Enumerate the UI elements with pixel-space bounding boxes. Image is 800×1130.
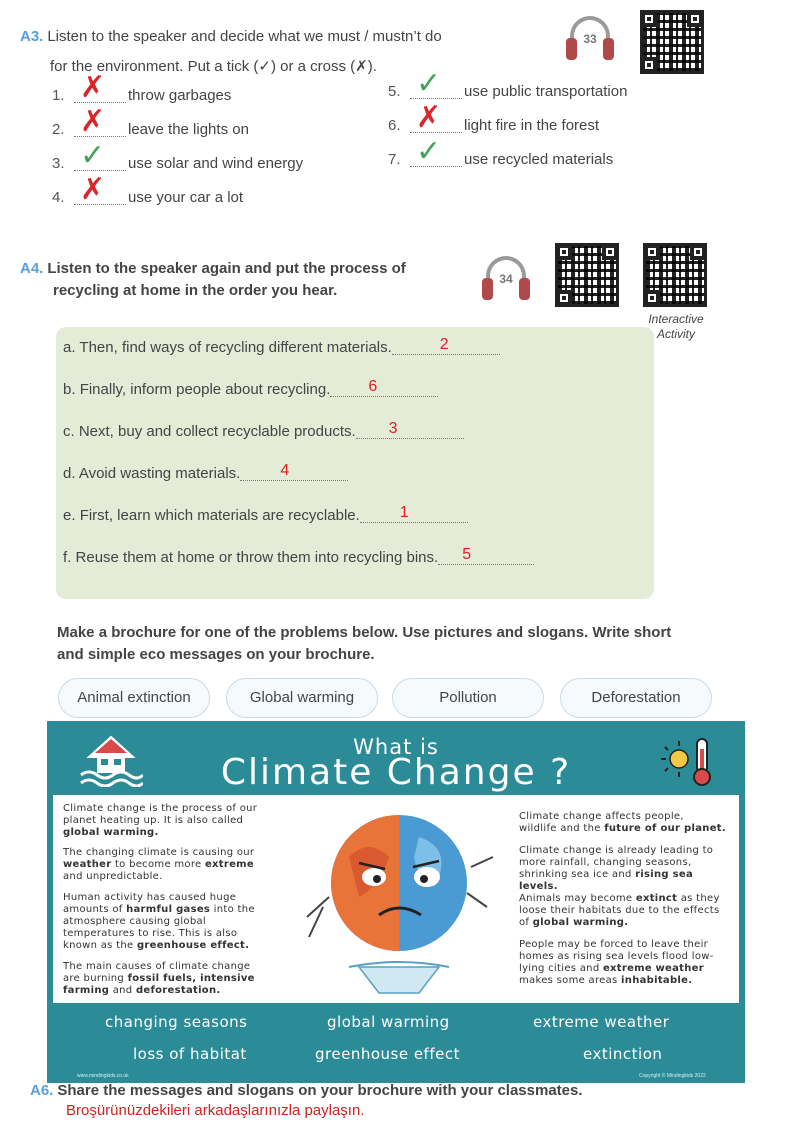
sun-thermometer-icon — [657, 735, 717, 789]
a3-item-6: 6. ✗ light fire in the forest — [388, 100, 600, 136]
a3-instruction-line-1: Listen to the speaker and decide what we must / mustn’t do — [47, 28, 442, 45]
sequence-item-c: c. Next, buy and collect recyclable products. 3 — [63, 420, 464, 444]
a3-item-1: 1. ✗ throw garbages — [52, 70, 232, 106]
a5-instruction-line-2: and simple eco messages on your brochure. — [57, 646, 375, 663]
option-deforestation[interactable]: Deforestation — [560, 678, 712, 718]
poster-left-block-1: Climate change is the process of our planet heating up. It is also called global warming. — [63, 803, 258, 838]
a5-instructions — [57, 622, 717, 666]
sequence-item-f: f. Reuse them at home or throw them into recycling bins. 5 — [63, 546, 534, 570]
option-pollution[interactable]: Pollution — [392, 678, 544, 718]
poster-left-block-3: Human activity has caused huge amounts of harmful gases into the atmosphere causing global temperatures to rise. This is also known as the greenhouse effect. — [63, 892, 255, 951]
qr-code-icon[interactable] — [643, 243, 707, 307]
audio-track-number: 33 — [583, 32, 597, 46]
tag-changing-seasons: changing seasons — [105, 1013, 248, 1031]
answer-blank[interactable] — [74, 104, 126, 140]
tag-extinction: extinction — [583, 1045, 663, 1063]
sequence-item-b: b. Finally, inform people about recycling. 6 — [63, 378, 438, 402]
answer-blank[interactable] — [438, 546, 534, 565]
sequence-item-a: a. Then, find ways of recycling different materials. 2 — [63, 336, 500, 360]
answer-blank[interactable] — [410, 66, 462, 102]
poster-footer-copyright: Copyright © Mindingkids 2022 — [639, 1073, 706, 1079]
answer-blank[interactable] — [240, 462, 348, 481]
answer-blank[interactable] — [356, 420, 464, 439]
earth-illustration — [289, 797, 509, 997]
answer-blank[interactable] — [74, 172, 126, 208]
cross-mark-icon: ✗ — [80, 70, 106, 106]
climate-change-poster — [47, 721, 745, 1083]
tick-mark-icon: ✓ — [416, 66, 442, 102]
a3-item-7: 7. ✓ use recycled materials — [388, 134, 614, 170]
a6-instruction: Share the messages and slogans on your brochure with your classmates. — [57, 1082, 583, 1099]
a6-label: A6. — [30, 1082, 54, 1099]
answer-number: 3 — [388, 420, 398, 438]
a3-item-3: 3. ✓ use solar and wind energy — [52, 138, 304, 174]
tag-loss-of-habitat: loss of habitat — [133, 1045, 247, 1063]
answer-number: 2 — [439, 336, 449, 354]
qr-code-icon[interactable] — [555, 243, 619, 307]
a3-label: A3. — [20, 28, 44, 45]
poster-left-block-2: The changing climate is causing our weather to become more extreme and unpredictable. — [63, 847, 255, 882]
answer-blank[interactable] — [74, 138, 126, 174]
answer-number: 4 — [280, 462, 290, 480]
qr-code-icon[interactable] — [640, 10, 704, 74]
a6-translation: Broşürünüzdekileri arkadaşlarınızla paylaşın. — [66, 1102, 365, 1119]
poster-tag-band — [53, 1003, 739, 1083]
poster-subtitle: What is — [353, 735, 439, 759]
a4-instructions — [20, 258, 440, 302]
tag-greenhouse-effect: greenhouse effect — [315, 1045, 460, 1063]
a3-instruction-line-2: for the environment. Put a tick (✓) or a cross (✗). — [50, 58, 377, 75]
sequence-item-d: d. Avoid wasting materials. 4 — [63, 462, 348, 486]
a4-instruction-line-2: recycling at home in the order you hear. — [53, 282, 338, 299]
option-animal-extinction[interactable]: Animal extinction — [58, 678, 210, 718]
answer-blank[interactable] — [410, 134, 462, 170]
option-global-warming[interactable]: Global warming — [226, 678, 378, 718]
answer-number: 5 — [462, 546, 472, 564]
poster-right-block-1: Climate change affects people, wildlife and the future of our planet. — [519, 811, 726, 834]
a3-item-5: 5. ✓ use public transportation — [388, 66, 628, 102]
answer-blank[interactable] — [410, 100, 462, 136]
interactive-activity-label: Interactive Activity — [648, 312, 704, 341]
poster-left-block-4: The main causes of climate change are burning fossil fuels, intensive farming and deforestation. — [63, 961, 255, 996]
a3-item-2: 2. ✗ leave the lights on — [52, 104, 249, 140]
poster-right-block-3: Animals may become extinct as they loose their habitats due to the effects of global warming. — [519, 893, 720, 928]
a6-instructions — [30, 1082, 583, 1099]
cross-mark-icon: ✗ — [80, 104, 106, 140]
sequence-item-e: e. First, learn which materials are recyclable. 1 — [63, 504, 468, 528]
answer-number: 1 — [399, 504, 409, 522]
answer-blank[interactable] — [330, 378, 438, 397]
headphones-icon[interactable] — [566, 16, 614, 60]
a3-item-4: 4. ✗ use your car a lot — [52, 172, 244, 208]
a4-instruction-line-1: Listen to the speaker again and put the process of — [47, 260, 406, 277]
answer-blank[interactable] — [74, 70, 126, 106]
poster-title: Climate Change ? — [220, 752, 572, 793]
audio-track-number: 34 — [499, 272, 513, 286]
headphones-icon[interactable] — [482, 256, 530, 300]
cross-mark-icon: ✗ — [416, 100, 442, 136]
a4-label: A4. — [20, 260, 44, 277]
answer-number: 6 — [368, 378, 378, 396]
tick-mark-icon: ✓ — [80, 138, 106, 174]
cross-mark-icon: ✗ — [80, 172, 106, 208]
tag-extreme-weather: extreme weather — [533, 1013, 670, 1031]
poster-right-block-4: People may be forced to leave their homes as rising sea levels flood low- lying cities and extreme weather makes some areas inhabitable. — [519, 939, 714, 986]
poster-right-block-2: Climate change is already leading to more rainfall, changing seasons, shrinking sea ice and rising sea levels. — [519, 845, 714, 892]
tag-global-warming: global warming — [327, 1013, 450, 1031]
poster-footer-website: www.mindingkids.co.uk — [77, 1073, 129, 1079]
a5-instruction-line-1: Make a brochure for one of the problems below. Use pictures and slogans. Write short — [57, 624, 672, 641]
answer-blank[interactable] — [392, 336, 500, 355]
answer-blank[interactable] — [360, 504, 468, 523]
tick-mark-icon: ✓ — [416, 134, 442, 170]
